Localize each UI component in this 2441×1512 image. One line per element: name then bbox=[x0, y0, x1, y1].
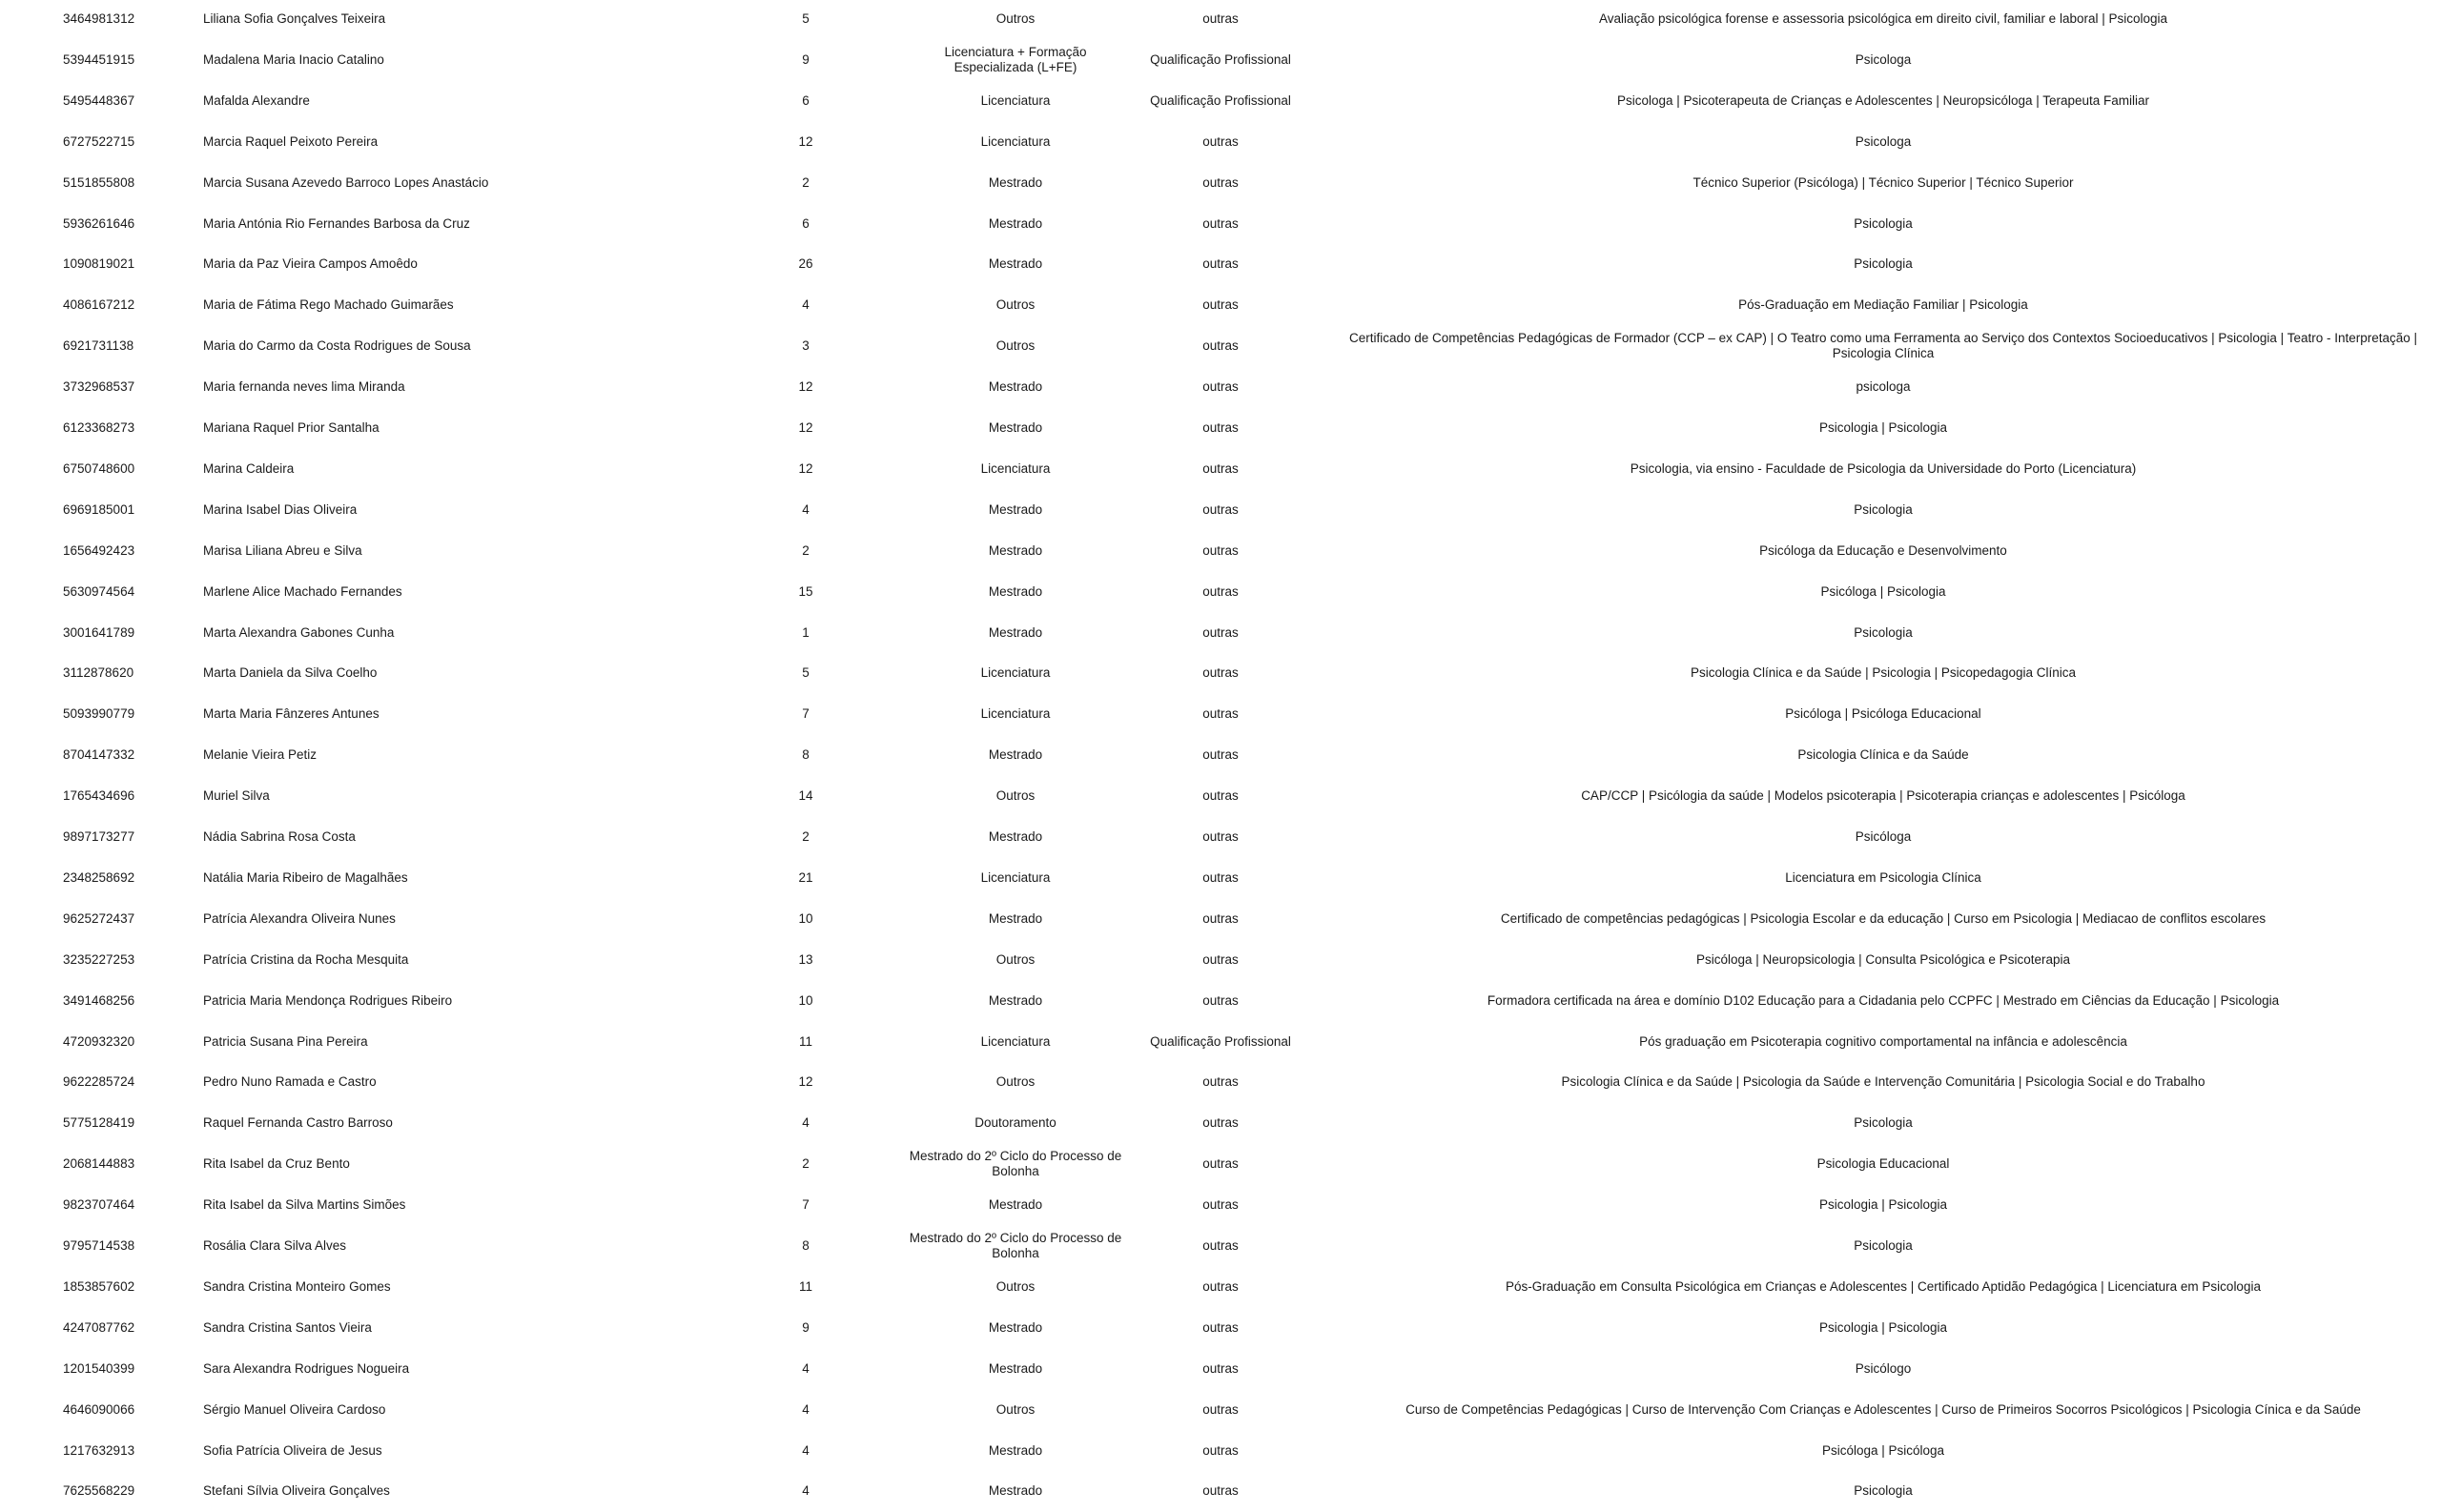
years-of-service: 8 bbox=[802, 747, 810, 763]
years-of-service: 4 bbox=[802, 1442, 810, 1458]
qualification-description: Psicologia | Psicologia bbox=[1818, 1197, 1948, 1213]
table-row bbox=[0, 1021, 2441, 1062]
table-row bbox=[0, 39, 2441, 80]
candidate-id: 6123368273 bbox=[63, 420, 135, 435]
table-row bbox=[0, 408, 2441, 449]
table-row bbox=[0, 1389, 2441, 1430]
candidate-name: Patricia Susana Pina Pereira bbox=[203, 1033, 368, 1049]
table-row bbox=[0, 1144, 2441, 1185]
table-row bbox=[0, 776, 2441, 817]
qualification-type: outras bbox=[1202, 174, 1239, 190]
academic-degree: Mestrado bbox=[988, 256, 1043, 272]
academic-degree: Licenciatura bbox=[980, 133, 1051, 149]
qualification-description: Psicóloga | Psicóloga Educacional bbox=[1785, 706, 1981, 722]
qualification-type: outras bbox=[1202, 1197, 1239, 1213]
candidate-name: Marisa Liliana Abreu e Silva bbox=[203, 542, 362, 558]
qualification-type: outras bbox=[1202, 583, 1239, 599]
qualification-description: Psicologia Clínica e da Saúde bbox=[1797, 747, 1969, 763]
candidate-id: 9823707464 bbox=[63, 1197, 135, 1213]
academic-degree: Licenciatura bbox=[980, 1033, 1051, 1049]
qualification-description: Formadora certificada na área e domínio D102 Educação para a Cidadania pelo CCPFC | Mestrado em Ciências da Educação | Psicologia bbox=[1487, 992, 2280, 1008]
years-of-service: 4 bbox=[802, 1360, 810, 1376]
candidate-id: 7625568229 bbox=[63, 1483, 135, 1499]
academic-degree: Licenciatura bbox=[980, 869, 1051, 885]
years-of-service: 4 bbox=[802, 297, 810, 313]
table-row bbox=[0, 1103, 2441, 1144]
candidate-id: 6969185001 bbox=[63, 501, 135, 517]
candidate-name: Stefani Sílvia Oliveira Gonçalves bbox=[203, 1483, 390, 1499]
table-row bbox=[0, 980, 2441, 1021]
years-of-service: 12 bbox=[798, 379, 813, 395]
qualification-type: outras bbox=[1202, 747, 1239, 763]
candidate-name: Marta Daniela da Silva Coelho bbox=[203, 665, 378, 681]
candidate-name: Marta Alexandra Gabones Cunha bbox=[203, 624, 395, 640]
academic-degree: Outros bbox=[995, 338, 1036, 354]
qualification-description: Psicologia bbox=[1854, 256, 1913, 272]
qualification-description: Pós graduação em Psicoterapia cognitivo comportamental na infância e adolescência bbox=[1639, 1033, 2127, 1049]
candidate-id: 2068144883 bbox=[63, 1156, 135, 1172]
candidate-name: Marcia Susana Azevedo Barroco Lopes Anastácio bbox=[203, 174, 489, 190]
candidate-name: Rita Isabel da Silva Martins Simões bbox=[203, 1197, 406, 1213]
qualification-type: outras bbox=[1202, 624, 1239, 640]
academic-degree: Doutoramento bbox=[974, 1115, 1056, 1131]
candidate-id: 1217632913 bbox=[63, 1442, 135, 1458]
years-of-service: 11 bbox=[798, 1033, 812, 1049]
candidate-name: Raquel Fernanda Castro Barroso bbox=[203, 1115, 393, 1131]
qualification-description: Psicologia bbox=[1854, 1238, 1913, 1253]
academic-degree: Mestrado bbox=[988, 542, 1043, 558]
candidate-id: 3112878620 bbox=[63, 665, 134, 681]
qualification-description: Psicologia, via ensino - Faculdade de Psicologia da Universidade do Porto (Licenciatura) bbox=[1630, 460, 2137, 476]
candidate-id: 6727522715 bbox=[63, 133, 135, 149]
candidate-name: Madalena Maria Inacio Catalino bbox=[203, 51, 384, 67]
academic-degree: Mestrado bbox=[988, 1483, 1043, 1499]
candidate-id: 5151855808 bbox=[63, 174, 135, 190]
qualification-description: Psicóloga da Educação e Desenvolvimento bbox=[1759, 542, 2007, 558]
qualification-description: Psicóloga | Psicologia bbox=[1820, 583, 1946, 599]
table-row bbox=[0, 898, 2441, 939]
candidate-id: 3491468256 bbox=[63, 992, 135, 1008]
years-of-service: 12 bbox=[798, 420, 813, 435]
candidate-id: 5630974564 bbox=[63, 583, 135, 599]
table-row bbox=[0, 571, 2441, 612]
candidate-name: Marina Caldeira bbox=[203, 460, 295, 476]
years-of-service: 12 bbox=[798, 460, 813, 476]
qualification-description: Licenciatura em Psicologia Clínica bbox=[1785, 869, 1981, 885]
academic-degree: Mestrado bbox=[988, 1360, 1043, 1376]
table-row bbox=[0, 1266, 2441, 1307]
years-of-service: 4 bbox=[802, 1115, 810, 1131]
academic-degree: Licenciatura bbox=[980, 665, 1051, 681]
candidate-id: 9625272437 bbox=[63, 910, 135, 926]
table-row bbox=[0, 817, 2441, 858]
academic-degree: Outros bbox=[995, 951, 1036, 967]
qualification-description: Curso de Competências Pedagógicas | Curso de Intervenção Com Crianças e Adolescentes | Curso de Primeiros Socorros Psicológicos | Psicologia Cínica e da Saúde bbox=[1405, 1401, 2361, 1417]
qualification-type: outras bbox=[1202, 1401, 1239, 1417]
candidate-name: Sérgio Manuel Oliveira Cardoso bbox=[203, 1401, 386, 1417]
candidate-id: 3001641789 bbox=[63, 624, 135, 640]
qualification-description: Psicologia bbox=[1854, 501, 1913, 517]
years-of-service: 2 bbox=[802, 174, 810, 190]
candidate-name: Natália Maria Ribeiro de Magalhães bbox=[203, 869, 408, 885]
academic-degree: Mestrado do 2º Ciclo do Processo de Bolonha bbox=[909, 1231, 1122, 1260]
academic-degree: Mestrado bbox=[988, 215, 1043, 231]
qualification-type: outras bbox=[1202, 1442, 1239, 1458]
years-of-service: 2 bbox=[802, 542, 810, 558]
qualification-description: Psicóloga | Psicóloga bbox=[1821, 1442, 1945, 1458]
candidate-name: Pedro Nuno Ramada e Castro bbox=[203, 1074, 377, 1090]
academic-degree: Mestrado bbox=[988, 420, 1043, 435]
qualification-type: Qualificação Profissional bbox=[1150, 51, 1291, 67]
qualification-description: Pós-Graduação em Mediação Familiar | Psicologia bbox=[1738, 297, 2028, 313]
qualification-type: outras bbox=[1202, 1156, 1239, 1172]
table-row bbox=[0, 1430, 2441, 1471]
candidate-id: 1656492423 bbox=[63, 542, 135, 558]
candidate-name: Maria de Fátima Rego Machado Guimarães bbox=[203, 297, 454, 313]
years-of-service: 10 bbox=[798, 910, 813, 926]
years-of-service: 5 bbox=[802, 665, 810, 681]
qualification-type: outras bbox=[1202, 706, 1239, 722]
qualification-type: outras bbox=[1202, 1238, 1239, 1253]
candidate-name: Rosália Clara Silva Alves bbox=[203, 1238, 347, 1253]
qualification-type: outras bbox=[1202, 1483, 1239, 1499]
academic-degree: Outros bbox=[995, 788, 1036, 804]
candidate-id: 9795714538 bbox=[63, 1238, 135, 1253]
qualification-type: outras bbox=[1202, 1074, 1239, 1090]
qualification-type: outras bbox=[1202, 1319, 1239, 1335]
academic-degree: Mestrado bbox=[988, 501, 1043, 517]
academic-degree: Mestrado bbox=[988, 829, 1043, 844]
academic-degree: Mestrado bbox=[988, 174, 1043, 190]
years-of-service: 12 bbox=[798, 133, 813, 149]
qualification-type: outras bbox=[1202, 951, 1239, 967]
qualification-type: outras bbox=[1202, 460, 1239, 476]
candidate-name: Mariana Raquel Prior Santalha bbox=[203, 420, 379, 435]
qualification-description: Psicologia Clínica e da Saúde | Psicologia da Saúde e Intervenção Comunitária | Psicologia Social e do Trabalho bbox=[1561, 1074, 2205, 1090]
table-row bbox=[0, 203, 2441, 244]
candidate-id: 3235227253 bbox=[63, 951, 135, 967]
table-row bbox=[0, 0, 2441, 40]
years-of-service: 26 bbox=[798, 256, 813, 272]
table-row bbox=[0, 80, 2441, 121]
table-row bbox=[0, 121, 2441, 162]
qualification-type: outras bbox=[1202, 665, 1239, 681]
candidate-id: 5093990779 bbox=[63, 706, 135, 722]
candidate-name: Muriel Silva bbox=[203, 788, 270, 804]
table-row bbox=[0, 489, 2441, 530]
candidate-id: 2348258692 bbox=[63, 869, 135, 885]
candidate-id: 5394451915 bbox=[63, 51, 135, 67]
academic-degree: Mestrado bbox=[988, 379, 1043, 395]
qualification-description: Psicóloga bbox=[1855, 829, 1912, 844]
qualification-type: outras bbox=[1202, 542, 1239, 558]
candidate-name: Sofia Patrícia Oliveira de Jesus bbox=[203, 1442, 382, 1458]
academic-degree: Outros bbox=[995, 1074, 1036, 1090]
candidate-name: Sandra Cristina Monteiro Gomes bbox=[203, 1278, 391, 1294]
academic-degree: Mestrado bbox=[988, 992, 1043, 1008]
academic-degree: Mestrado bbox=[988, 1442, 1043, 1458]
years-of-service: 13 bbox=[798, 951, 813, 967]
candidate-id: 6750748600 bbox=[63, 460, 135, 476]
table-row bbox=[0, 162, 2441, 203]
academic-degree: Mestrado bbox=[988, 747, 1043, 763]
years-of-service: 9 bbox=[802, 1319, 810, 1335]
candidate-name: Mafalda Alexandre bbox=[203, 92, 310, 108]
qualification-description: Psicologia | Psicologia bbox=[1818, 1319, 1948, 1335]
candidate-name: Marlene Alice Machado Fernandes bbox=[203, 583, 402, 599]
years-of-service: 14 bbox=[798, 788, 813, 804]
years-of-service: 7 bbox=[802, 1197, 810, 1213]
candidate-name: Sandra Cristina Santos Vieira bbox=[203, 1319, 372, 1335]
qualification-type: outras bbox=[1202, 215, 1239, 231]
qualification-description: Certificado de competências pedagógicas | Psicologia Escolar e da educação | Curso em Psicologia | Mediacao de conflitos escolares bbox=[1500, 910, 2267, 926]
years-of-service: 6 bbox=[802, 215, 810, 231]
academic-degree: Outros bbox=[995, 1401, 1036, 1417]
table-row bbox=[0, 653, 2441, 694]
qualification-description: Psicologia bbox=[1854, 624, 1913, 640]
candidate-name: Maria da Paz Vieira Campos Amoêdo bbox=[203, 256, 418, 272]
qualification-type: outras bbox=[1202, 1360, 1239, 1376]
candidate-name: Patrícia Alexandra Oliveira Nunes bbox=[203, 910, 396, 926]
table-row bbox=[0, 939, 2441, 980]
academic-degree: Licenciatura bbox=[980, 706, 1051, 722]
candidate-id: 4646090066 bbox=[63, 1401, 135, 1417]
qualification-description: Psicologia Educacional bbox=[1816, 1156, 1950, 1172]
years-of-service: 10 bbox=[798, 992, 813, 1008]
qualification-type: outras bbox=[1202, 869, 1239, 885]
table-row bbox=[0, 694, 2441, 735]
qualification-type: outras bbox=[1202, 133, 1239, 149]
candidate-id: 1090819021 bbox=[63, 256, 135, 272]
candidate-name: Maria do Carmo da Costa Rodrigues de Sousa bbox=[203, 338, 471, 354]
qualification-type: outras bbox=[1202, 1278, 1239, 1294]
academic-degree: Mestrado do 2º Ciclo do Processo de Bolonha bbox=[909, 1149, 1122, 1179]
candidate-name: Melanie Vieira Petiz bbox=[203, 747, 318, 763]
qualification-description: Psicologia bbox=[1854, 1115, 1913, 1131]
years-of-service: 9 bbox=[802, 51, 810, 67]
qualification-description: Avaliação psicológica forense e assessoria psicológica em direito civil, familiar e laboral | Psicologia bbox=[1598, 11, 2168, 26]
qualification-description: Psicologa bbox=[1855, 133, 1912, 149]
qualification-type: outras bbox=[1202, 379, 1239, 395]
years-of-service: 11 bbox=[798, 1278, 812, 1294]
candidate-id: 3464981312 bbox=[63, 11, 135, 26]
candidate-id: 5775128419 bbox=[63, 1115, 135, 1131]
candidate-name: Patricia Maria Mendonça Rodrigues Ribeiro bbox=[203, 992, 453, 1008]
years-of-service: 2 bbox=[802, 1156, 810, 1172]
years-of-service: 21 bbox=[798, 869, 813, 885]
qualification-type: outras bbox=[1202, 910, 1239, 926]
table-row bbox=[0, 1062, 2441, 1103]
qualification-type: outras bbox=[1202, 256, 1239, 272]
academic-degree: Mestrado bbox=[988, 910, 1043, 926]
years-of-service: 5 bbox=[802, 11, 810, 26]
qualification-type: outras bbox=[1202, 11, 1239, 26]
academic-degree: Outros bbox=[995, 11, 1036, 26]
candidate-id: 9622285724 bbox=[63, 1074, 135, 1090]
academic-degree: Licenciatura bbox=[980, 460, 1051, 476]
candidate-id: 6921731138 bbox=[63, 338, 134, 354]
years-of-service: 12 bbox=[798, 1074, 813, 1090]
table-row bbox=[0, 735, 2441, 776]
candidate-name: Marta Maria Fânzeres Antunes bbox=[203, 706, 379, 722]
years-of-service: 4 bbox=[802, 1483, 810, 1499]
table-row bbox=[0, 1348, 2441, 1389]
table-row bbox=[0, 1226, 2441, 1267]
candidate-id: 9897173277 bbox=[63, 829, 135, 844]
table-row bbox=[0, 244, 2441, 285]
years-of-service: 4 bbox=[802, 1401, 810, 1417]
candidate-id: 5495448367 bbox=[63, 92, 135, 108]
years-of-service: 15 bbox=[798, 583, 813, 599]
qualification-type: outras bbox=[1202, 297, 1239, 313]
qualification-description: Psicologa | Psicoterapeuta de Crianças e Adolescentes | Neuropsicóloga | Terapeuta Familiar bbox=[1616, 92, 2150, 108]
table-row bbox=[0, 326, 2441, 367]
academic-degree: Mestrado bbox=[988, 624, 1043, 640]
candidate-name: Rita Isabel da Cruz Bento bbox=[203, 1156, 350, 1172]
candidate-name: Maria fernanda neves lima Miranda bbox=[203, 379, 405, 395]
academic-degree: Outros bbox=[995, 1278, 1036, 1294]
candidate-id: 1765434696 bbox=[63, 788, 135, 804]
qualification-type: outras bbox=[1202, 501, 1239, 517]
qualification-description: Psicologia Clínica e da Saúde | Psicologia | Psicopedagogia Clínica bbox=[1690, 665, 2076, 681]
candidate-name: Patrícia Cristina da Rocha Mesquita bbox=[203, 951, 409, 967]
table-row bbox=[0, 530, 2441, 571]
candidate-id: 4720932320 bbox=[63, 1033, 135, 1049]
academic-degree: Mestrado bbox=[988, 1197, 1043, 1213]
candidate-id: 4086167212 bbox=[63, 297, 135, 313]
years-of-service: 2 bbox=[802, 829, 810, 844]
years-of-service: 3 bbox=[802, 338, 810, 354]
qualification-description: psicologa bbox=[1856, 379, 1911, 395]
academic-degree: Licenciatura bbox=[980, 92, 1051, 108]
table-row bbox=[0, 448, 2441, 489]
candidate-name: Marcia Raquel Peixoto Pereira bbox=[203, 133, 379, 149]
qualification-type: outras bbox=[1202, 992, 1239, 1008]
qualification-description: Psicologia bbox=[1854, 1483, 1913, 1499]
candidate-id: 8704147332 bbox=[63, 747, 135, 763]
table-row bbox=[0, 1471, 2441, 1512]
table-row bbox=[0, 1307, 2441, 1348]
qualification-type: outras bbox=[1202, 1115, 1239, 1131]
years-of-service: 4 bbox=[802, 501, 810, 517]
candidate-name: Sara Alexandra Rodrigues Nogueira bbox=[203, 1360, 410, 1376]
academic-degree: Licenciatura + Formação Especializada (L+FE) bbox=[944, 44, 1087, 74]
table-row bbox=[0, 367, 2441, 408]
qualification-type: Qualificação Profissional bbox=[1150, 92, 1291, 108]
table-row bbox=[0, 612, 2441, 653]
qualification-description: Psicologa bbox=[1855, 51, 1912, 67]
years-of-service: 7 bbox=[802, 706, 810, 722]
qualification-type: outras bbox=[1202, 338, 1239, 354]
academic-degree: Outros bbox=[995, 297, 1036, 313]
qualification-description: CAP/CCP | Psicólogia da saúde | Modelos psicoterapia | Psicoterapia crianças e adolescentes | Psicóloga bbox=[1581, 788, 2185, 804]
years-of-service: 1 bbox=[802, 624, 810, 640]
qualification-description: Psicologia bbox=[1854, 215, 1913, 231]
table-row bbox=[0, 1185, 2441, 1226]
candidate-name: Marina Isabel Dias Oliveira bbox=[203, 501, 358, 517]
table-row bbox=[0, 857, 2441, 898]
qualification-description: Psicologia | Psicologia bbox=[1818, 420, 1948, 435]
qualification-description: Pós-Graduação em Consulta Psicológica em Crianças e Adolescentes | Certificado Aptidão Pedagógica | Licenciatura em Psicologia bbox=[1506, 1278, 2261, 1294]
candidate-name: Liliana Sofia Gonçalves Teixeira bbox=[203, 11, 386, 26]
candidate-id: 4247087762 bbox=[63, 1319, 135, 1335]
qualification-description: Psicólogo bbox=[1855, 1360, 1912, 1376]
candidate-name: Maria Antónia Rio Fernandes Barbosa da Cruz bbox=[203, 215, 470, 231]
years-of-service: 8 bbox=[802, 1238, 810, 1253]
qualification-description: Técnico Superior (Psicóloga) | Técnico Superior | Técnico Superior bbox=[1692, 174, 2074, 190]
candidate-id: 1853857602 bbox=[63, 1278, 135, 1294]
qualification-type: outras bbox=[1202, 829, 1239, 844]
qualification-description: Certificado de Competências Pedagógicas de Formador (CCP – ex CAP) | O Teatro como uma Ferramenta ao Serviço dos Contextos Socioeducativos | Psicologia | Teatro - Interpretação | Psicologia Clínica bbox=[1348, 331, 2418, 361]
candidate-id: 3732968537 bbox=[63, 379, 135, 395]
qualification-type: outras bbox=[1202, 788, 1239, 804]
qualification-description: Psicóloga | Neuropsicologia | Consulta Psicológica e Psicoterapia bbox=[1696, 951, 2070, 967]
qualification-type: Qualificação Profissional bbox=[1150, 1033, 1291, 1049]
academic-degree: Mestrado bbox=[988, 1319, 1043, 1335]
candidate-id: 1201540399 bbox=[63, 1360, 135, 1376]
candidate-id: 5936261646 bbox=[63, 215, 135, 231]
years-of-service: 6 bbox=[802, 92, 810, 108]
academic-degree: Mestrado bbox=[988, 583, 1043, 599]
qualification-type: outras bbox=[1202, 420, 1239, 435]
table-row bbox=[0, 285, 2441, 326]
candidate-name: Nádia Sabrina Rosa Costa bbox=[203, 829, 356, 844]
